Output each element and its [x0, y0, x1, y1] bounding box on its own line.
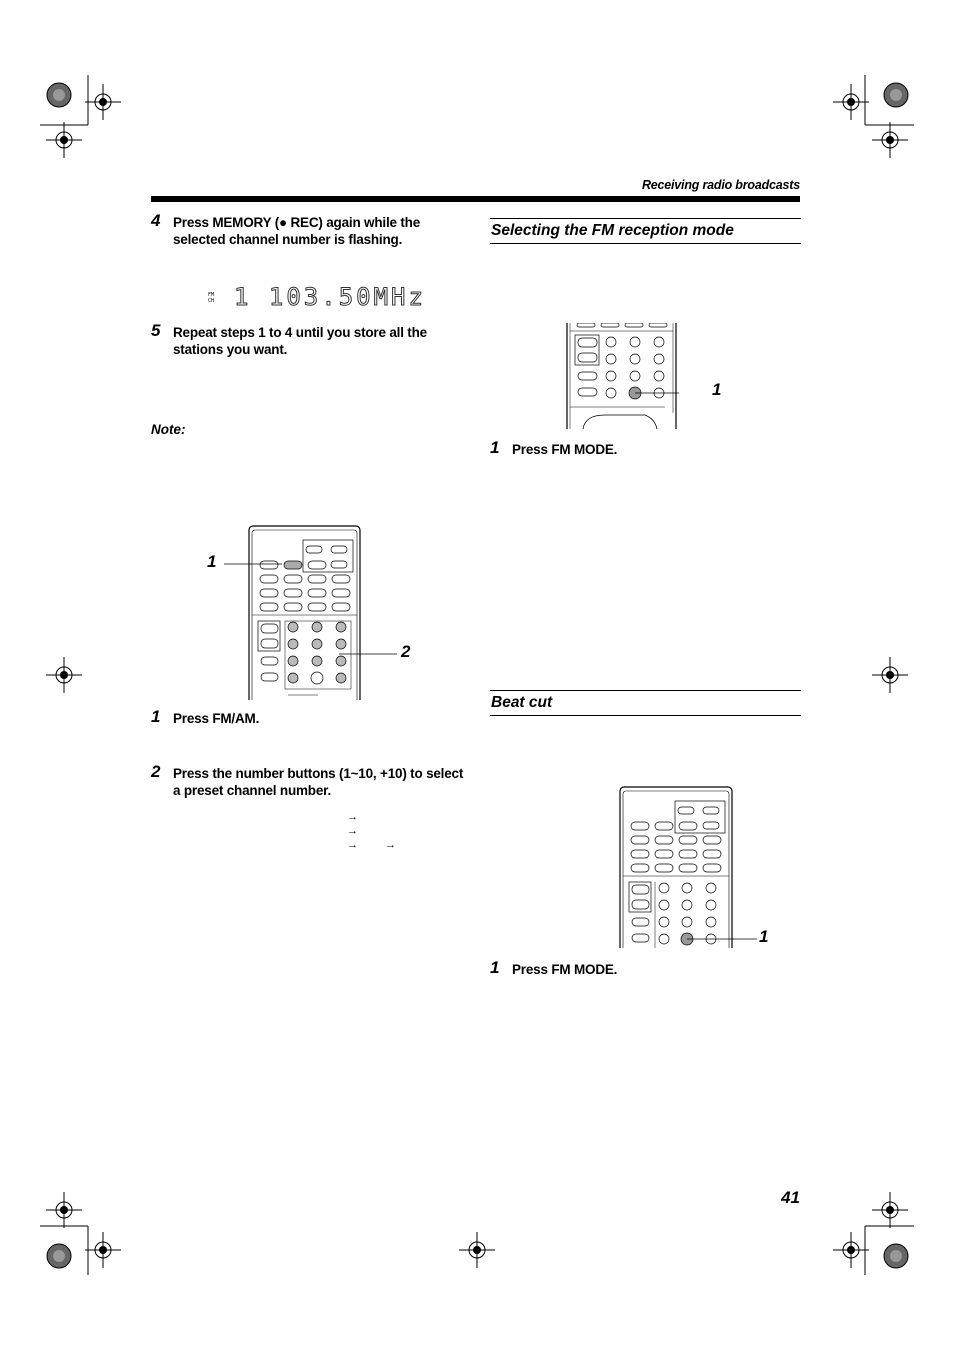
remote-left-callout-lines [222, 555, 402, 665]
lcd-frequency: 1 103.50MHz [234, 283, 426, 311]
lcd-ch: CH [208, 298, 215, 304]
step-4-number: 4 [151, 211, 161, 230]
beat-cut-callout-1: 1 [759, 927, 769, 946]
beat-cut-step-number: 1 [490, 958, 500, 977]
sequence-arrow-2: → [347, 825, 358, 837]
step-2-number: 2 [151, 762, 161, 781]
beat-cut-step-text: Press FM MODE. [512, 962, 618, 977]
sequence-arrow-3: → [347, 839, 358, 851]
section-title-fm-reception-mode: Selecting the FM reception mode [490, 218, 801, 244]
header-rule [151, 196, 800, 202]
step-1-number: 1 [151, 707, 161, 726]
remote-illustration-fm-mode [565, 323, 680, 429]
step-5-number: 5 [151, 321, 161, 340]
running-head: Receiving radio broadcasts [641, 178, 800, 192]
step-1-text: Press FM/AM. [173, 711, 260, 726]
fm-mode-callout-1: 1 [712, 380, 722, 399]
page-number: 41 [781, 1188, 800, 1207]
beat-cut-callout-line [733, 937, 758, 941]
step-4-text: Press MEMORY (● REC) again while the selected channel number is flashing. [173, 215, 421, 247]
step-5-text: Repeat steps 1 to 4 until you store all the stations you want. [173, 325, 427, 357]
remote-left-callout-2: 2 [401, 642, 411, 661]
fm-mode-step-number: 1 [490, 438, 500, 457]
section-title-beat-cut: Beat cut [490, 690, 801, 716]
remote-left-callout-1: 1 [207, 552, 217, 571]
step-2-text: Press the number buttons (1~10, +10) to select a preset channel number. [173, 766, 464, 798]
lcd-band: FM [208, 292, 215, 298]
sequence-arrow-1: → [347, 811, 358, 823]
remote-illustration-beat-cut [619, 786, 734, 948]
note-label: Note: [151, 422, 186, 437]
fm-mode-step-text: Press FM MODE. [512, 442, 618, 457]
lcd-band-indicator [208, 292, 214, 304]
sequence-arrow-4: → [385, 839, 396, 851]
